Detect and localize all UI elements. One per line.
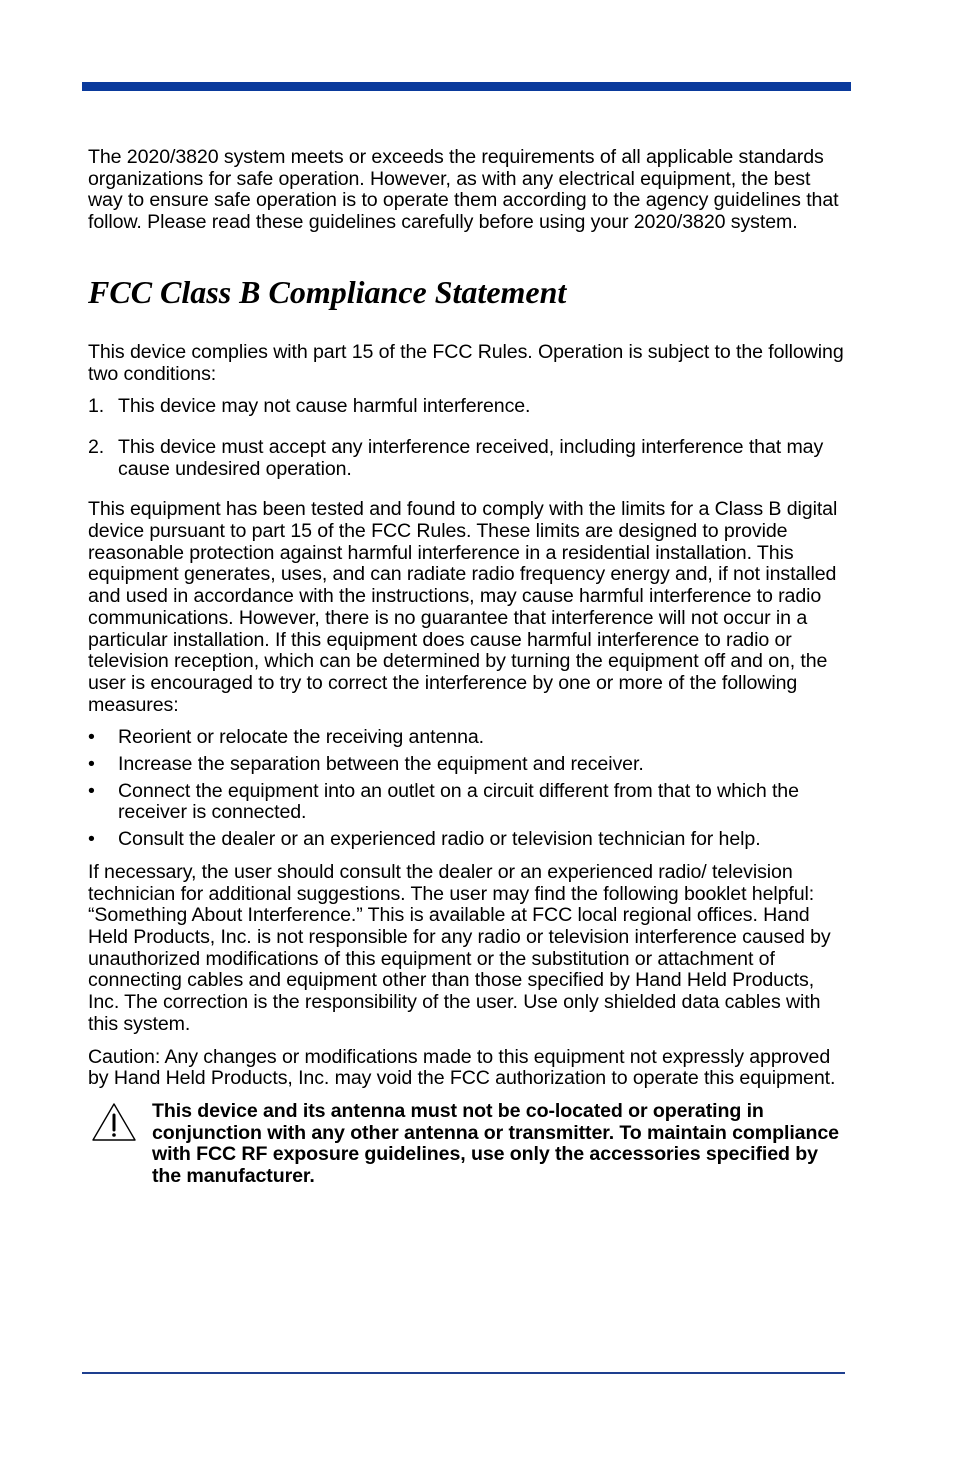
fcc-lead-paragraph: This device complies with part 15 of the FCC Rules. Operation is subject to the following two conditions: [88, 340, 844, 385]
list-item [88, 781, 844, 824]
list-number: 1. [88, 395, 105, 418]
warning-text: This device and its antenna must not be co-located or operating in conjunction with any other antenna or transmitter. To maintain compliance with FCC RF exposure guidelines, use only the accessories specified by the manufacturer. [152, 1099, 839, 1188]
list-item-text: Connect the equipment into an outlet on a circuit different from that to which the receiver is connected. [118, 779, 799, 824]
header-rule [82, 82, 851, 91]
list-item-text: This device may not cause harmful interference. [118, 395, 531, 418]
list-item-text: Consult the dealer or an experienced radio or television technician for help. [118, 828, 761, 851]
warning-note [88, 1101, 844, 1188]
list-item [88, 727, 844, 749]
bullet: • [88, 779, 95, 802]
measures-list [88, 727, 844, 851]
consult-paragraph: If necessary, the user should consult the dealer or an experienced radio/ television technician for additional suggestions. The user may find the following booklet helpful: “Something About Interference.” This is available at FCC local regional offices. Hand Held Products, Inc. is not responsible for any radio or television interference caused by unauthorized modifications of this equipment or the substitution or attachment of connecting cables and equipment other than those specified by Hand Held Products, Inc. The correction is the responsibility of the user. Use only shielded data cables with this system. [88, 860, 831, 1035]
list-item-text: This device must accept any interference received, including interference that may cause undesired operation. [118, 435, 824, 480]
list-item-text: Reorient or relocate the receiving antenna. [118, 726, 485, 749]
list-number: 2. [88, 435, 105, 458]
page-content [88, 147, 844, 1188]
list-item [88, 437, 844, 480]
list-item [88, 754, 844, 776]
caution-paragraph: Caution: Any changes or modifications made to this equipment not expressly approved by Hand Held Products, Inc. may void the FCC authorization to operate this equipment. [88, 1045, 836, 1090]
section-heading: FCC Class B Compliance Statement [88, 273, 567, 310]
footer-rule [82, 1372, 845, 1374]
intro-paragraph: The 2020/3820 system meets or exceeds the requirements of all applicable standards organizations for safe operation. However, as with any electrical equipment, the best way to ensure safe operation is to operate them according to the agency guidelines that follow. Please read these guidelines carefully before using your 2020/3820 system. [88, 146, 839, 234]
bullet: • [88, 828, 95, 851]
list-item-text: Increase the separation between the equipment and receiver. [118, 753, 644, 776]
list-item [88, 396, 844, 418]
list-item [88, 829, 844, 851]
bullet: • [88, 726, 95, 749]
equipment-paragraph: This equipment has been tested and found to comply with the limits for a Class B digital device pursuant to part 15 of the FCC Rules. These limits are designed to provide reasonable protection against harmful interference in a residential installation. This equipment generates, uses, and can radiate radio frequency energy and, if not installed and used in accordance with the instructions, may cause harmful interference to radio communications. However, there is no guarantee that interference will not occur in a particular installation. If this equipment does cause harmful interference to radio or television reception, which can be determined by turning the equipment off and on, the user is encouraged to try to correct the interference by one or more of the following measures: [88, 498, 838, 716]
bullet: • [88, 753, 95, 776]
conditions-list [88, 396, 844, 480]
warning-triangle-icon [91, 1102, 137, 1142]
